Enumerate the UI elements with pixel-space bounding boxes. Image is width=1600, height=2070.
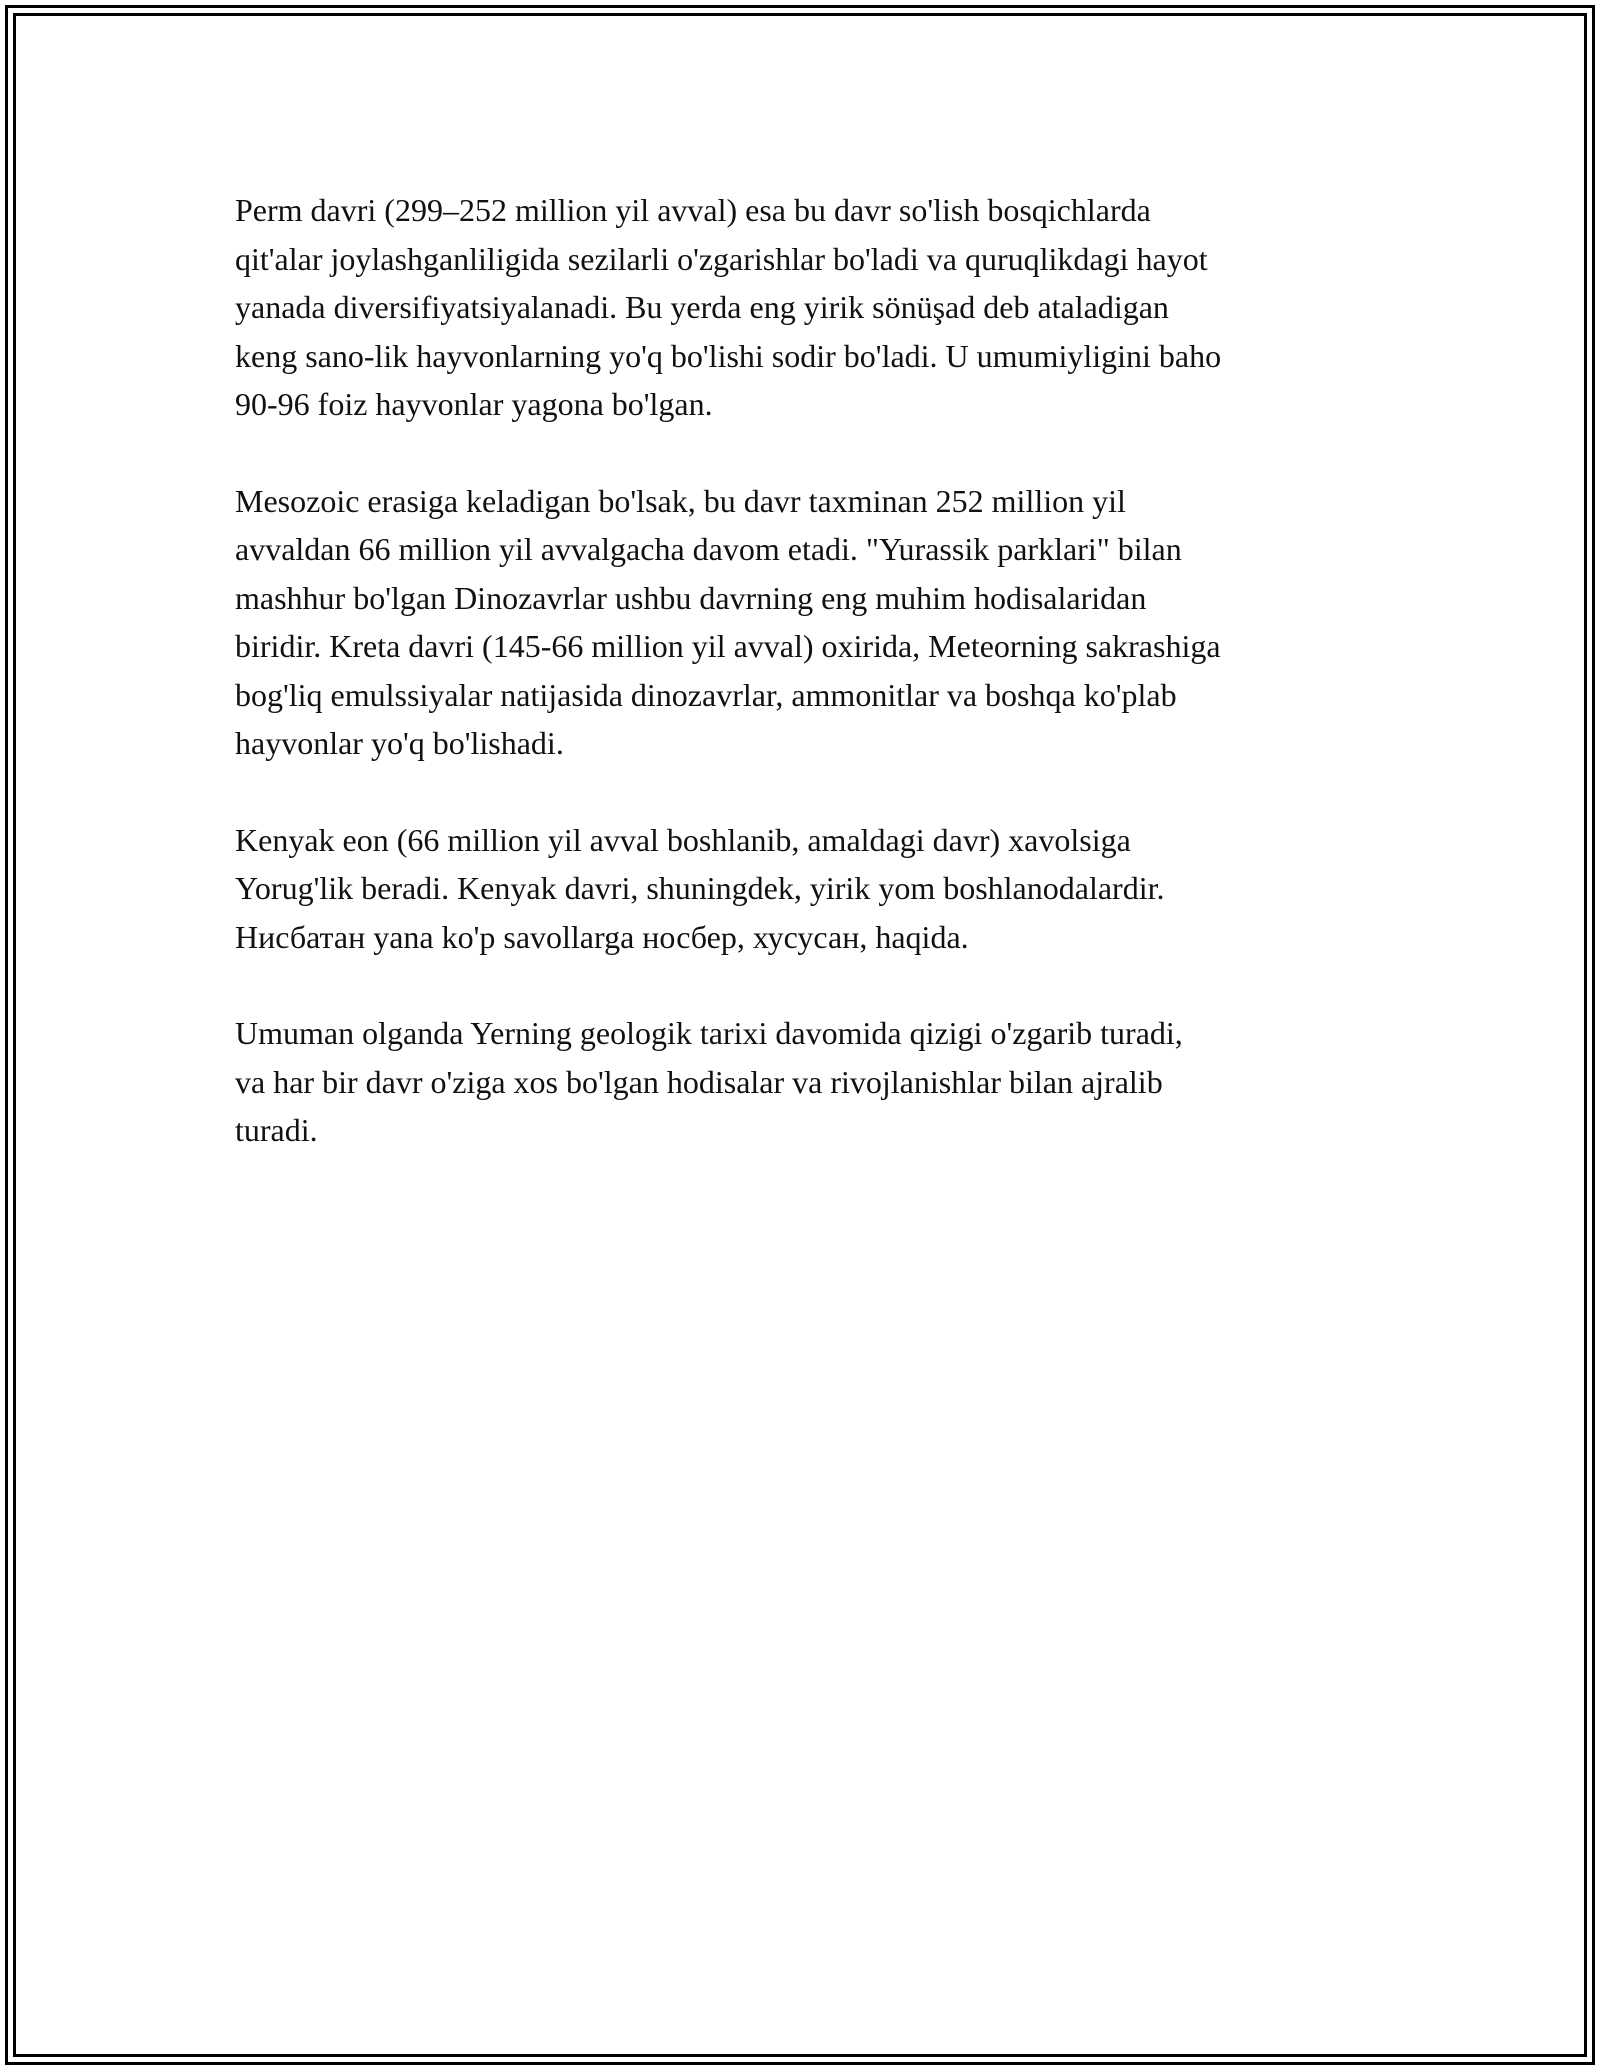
text-line: qit'alar joylashganliligida sezilarli o'zgarishlar bo'ladi va quruqlikdagi hayot [235, 240, 1208, 277]
text-line: turadi. [235, 1112, 318, 1148]
text-line: Yorug'lik beradi. Kenyak davri, shuningdek, yirik yom boshlanodalardir. [235, 870, 1165, 906]
text-line: Umuman olganda Yerning geologik tarixi davomida qizigi o'zgarib turadi, [235, 1015, 1183, 1051]
text-line: Perm davri (299–252 million yil avval) esa bu davr so'lish bosqichlarda [235, 192, 1151, 228]
text-line: Kenyak eon (66 million yil avval boshlanib, amaldagi davr) xavolsiga [235, 821, 1131, 858]
paragraph-kenyak [235, 816, 1395, 962]
document-body [235, 186, 1395, 1203]
text-line: keng sano-lik hayvonlarning yo'q bo'lishi sodir bo'ladi. U umumiyligini baho [235, 337, 1222, 374]
text-line: biridir. Kreta davri (145-66 million yil avval) oxirida, Meteorning sakrashiga [235, 628, 1221, 664]
paragraph-mesozoic [235, 477, 1395, 768]
text-line: Mesozoic erasiga keladigan bo'lsak, bu davr taxminan 252 million yil [235, 482, 1126, 519]
text-line: bog'liq emulssiyalar natijasida dinozavrlar, ammonitlar va boshqa ko'plab [235, 676, 1177, 713]
text-line: 90-96 foiz hayvonlar yagona bo'lgan. [235, 386, 713, 422]
text-line: avvaldan 66 million yil avvalgacha davom etadi. "Yurassik parklari" bilan [235, 531, 1182, 567]
paragraph-conclusion [235, 1009, 1395, 1155]
text-line: yanada diversifiyatsiyalanadi. Bu yerda eng yirik sönüşad deb ataladigan [235, 289, 1169, 325]
paragraph-perm [235, 186, 1395, 429]
text-line: Нисбатан yana ko'p savollarga носбер, хусусан, haqida. [235, 918, 969, 955]
text-line: mashhur bo'lgan Dinozavrlar ushbu davrning eng muhim hodisalaridan [235, 579, 1147, 616]
text-line: hayvonlar yo'q bo'lishadi. [235, 725, 564, 761]
text-line: va har bir davr o'ziga xos bo'lgan hodisalar va rivojlanishlar bilan ajralib [235, 1063, 1163, 1100]
